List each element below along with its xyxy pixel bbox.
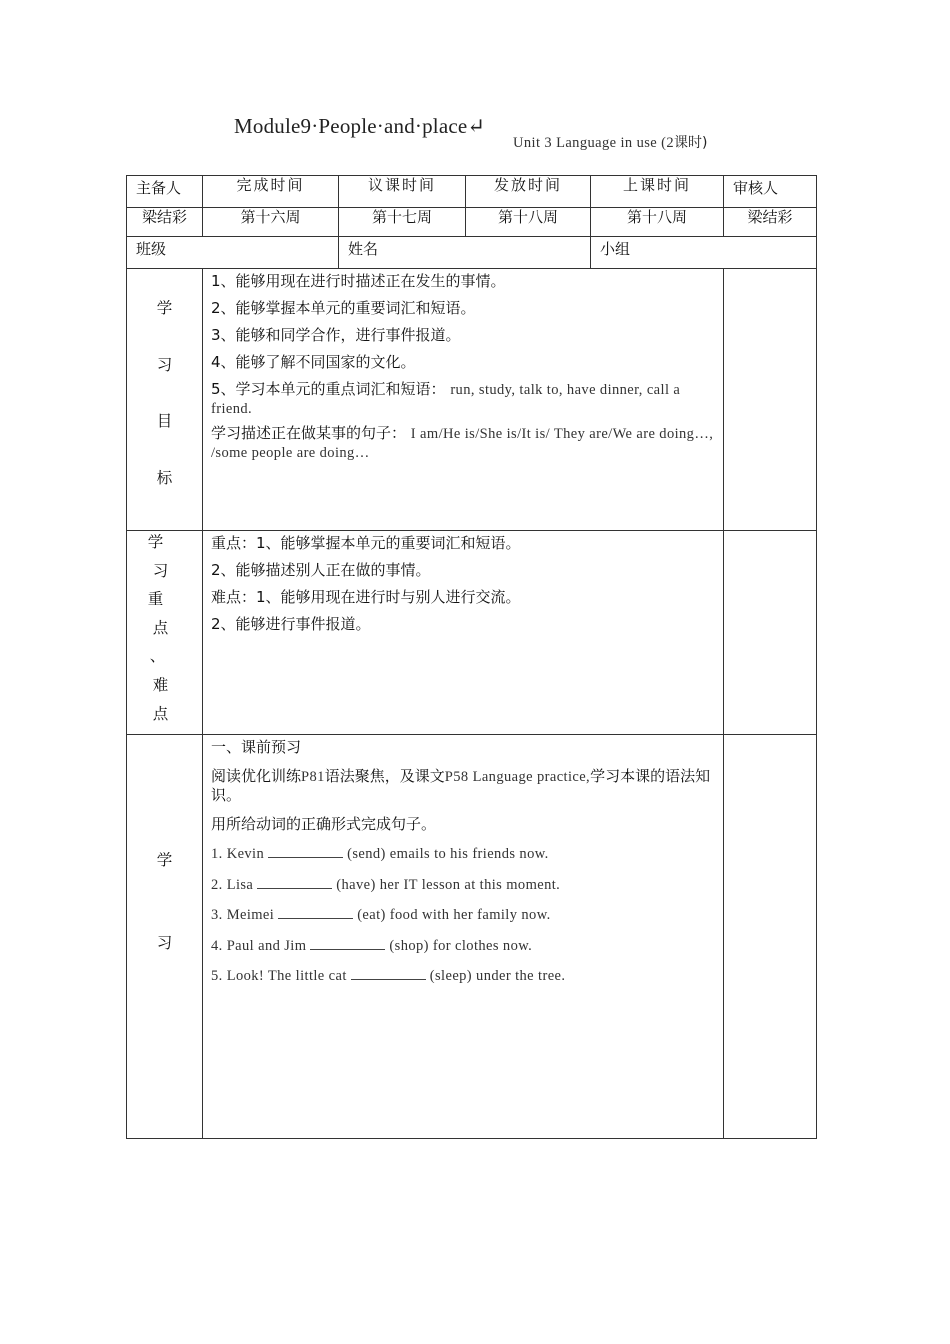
key-point-line: 2、能够进行事件报道。 (211, 615, 371, 633)
study-instruction: 用所给动词的正确形式完成句子。 (211, 815, 437, 834)
module-title: Module9·People·and·place↵ (234, 114, 486, 138)
header-value-row (127, 208, 817, 237)
objective-item: 4、能够了解不同国家的文化。 (211, 353, 416, 371)
study-side-label: 学 习 (127, 735, 203, 1139)
key-points-side-label: 学 习 重 点 、 难 点 (127, 531, 203, 735)
objectives-content (203, 269, 724, 531)
key-point-line: 重点：1、能够掌握本单元的重要词汇和短语。 (211, 534, 521, 552)
key-points-notes (724, 531, 817, 735)
objective-item: 学习描述正在做某事的句子： I am/He is/She is/It is/ They are/We are doing…, /some people are doing… (211, 423, 714, 462)
label-class-time: 上课时间 (591, 176, 724, 208)
exercise-item: 2. Lisa (have) her IT lesson at this moment. (211, 876, 561, 893)
study-heading: 一、课前预习 (211, 738, 302, 756)
objectives-notes (724, 269, 817, 531)
value-class-time: 第十八周 (591, 208, 724, 237)
label-discussion-time: 议课时间 (339, 176, 466, 208)
answer-blank[interactable] (310, 937, 385, 950)
exercise-item: 1. Kevin (send) emails to his friends now. (211, 846, 549, 863)
exercise-item: 4. Paul and Jim (shop) for clothes now. (211, 937, 533, 954)
objectives-row (127, 269, 817, 531)
lesson-plan-table (126, 175, 817, 1139)
value-release-time: 第十八周 (466, 208, 591, 237)
class-label: 班级 (127, 237, 339, 269)
student-info-row (127, 237, 817, 269)
group-label: 小组 (591, 237, 817, 269)
objective-item: 5、学习本单元的重点词汇和短语： run, study, talk to, have dinner, call a friend. (211, 380, 681, 418)
header-label-row (127, 176, 817, 208)
answer-blank[interactable] (257, 876, 332, 889)
value-reviewer: 梁结彩 (724, 208, 817, 237)
unit-title-cn: 课时) (674, 135, 708, 151)
objectives-side-label: 学 习 目 标 (127, 269, 203, 531)
label-preparer: 主备人 (127, 176, 203, 208)
objective-item: 1、能够用现在进行时描述正在发生的事情。 (211, 272, 506, 290)
name-label: 姓名 (339, 237, 591, 269)
answer-blank[interactable] (278, 906, 353, 919)
label-reviewer: 审核人 (724, 176, 817, 208)
answer-blank[interactable] (268, 845, 343, 858)
exercise-item: 3. Meimei (eat) food with her family now. (211, 907, 551, 924)
label-release-time: 发放时间 (466, 176, 591, 208)
label-completion-time: 完成时间 (203, 176, 339, 208)
objective-item: 2、能够掌握本单元的重要词汇和短语。 (211, 299, 476, 317)
value-preparer: 梁结彩 (127, 208, 203, 237)
key-points-row (127, 531, 817, 735)
answer-blank[interactable] (351, 967, 426, 980)
unit-title (513, 132, 707, 152)
value-discussion-time: 第十七周 (339, 208, 466, 237)
key-points-content (203, 531, 724, 735)
study-notes (724, 735, 817, 1139)
study-intro: 阅读优化训练P81语法聚焦，及课文P58 Language practice,学习本课的语法知识。 (211, 767, 711, 805)
exercise-item: 5. Look! The little cat (sleep) under the tree. (211, 967, 566, 984)
key-point-line: 2、能够描述别人正在做的事情。 (211, 561, 431, 579)
study-row (127, 735, 817, 1139)
unit-title-en: Unit 3 Language in use (2 (513, 135, 675, 151)
study-content (203, 735, 724, 1139)
value-completion-time: 第十六周 (203, 208, 339, 237)
objective-item: 3、能够和同学合作，进行事件报道。 (211, 326, 461, 344)
key-point-line: 难点：1、能够用现在进行时与别人进行交流。 (211, 588, 521, 606)
